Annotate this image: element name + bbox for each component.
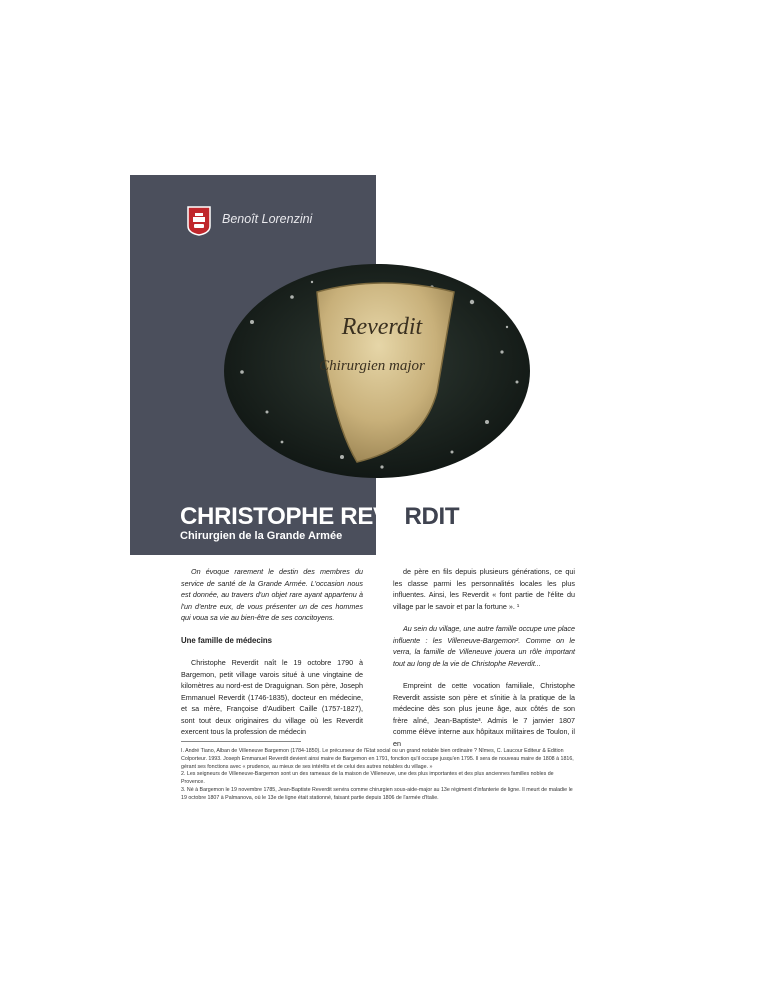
publisher-emblem-icon [186, 206, 212, 236]
engraving-rank: Chirurgien major [319, 358, 425, 374]
left-column [181, 566, 363, 749]
footnote: 2. Les seigneurs de Villeneuve-Bargemon sont un des rameaux de la maison de Villeneuve, une des plus importantes et des plus anciennes familles nobles de Provence. [181, 771, 554, 786]
section-heading: Une famille de médecins [181, 635, 272, 645]
article-title: CHRISTOPHE REVERDIT [180, 503, 460, 530]
author-name: Benoît Lorenzini [222, 212, 313, 226]
engraving-name: Reverdit [341, 314, 423, 340]
footnote: I. André Tiano, Alban de Villeneuve Bargemon (1784-1850). Le précurseur de l'Etat social ou un grand notable bien ordinaire ? Nîmes, C. Laucour Editeur & Edition Colporteur. 1993. Joseph Emmanuel Reverdit devient ainsi maire de Bargemon en 1791, fonction qu'il occupe jusqu'en 1795. Il sera de nouveau maire de 1808 à 1816, gérant ses fonctions avec « prudence, au mieux de ses intérêts et de celui des autres notables du village. » [181, 748, 574, 770]
body-paragraph: Christophe Reverdit naît le 19 octobre 1790 à Bargemon, petit village varois situé à une vingtaine de kilomètres au nord-est de Draguignan. Son père, Joseph Emmanuel Reverdit (1746-1835), docteur en médecine, et sa mère, Françoise d'Audibert Caille (1757-1827), sont tout deux originaires du village où les Reverdit exercent tous la profession de médecin [181, 658, 363, 736]
intro-paragraph: On évoque rarement le destin des membres du service de santé de la Grande Armée. L'occasion nous est donnée, au travers d'un objet rare ayant appartenu à l'un d'entre eux, de vous présenter un de ces hommes qui voua sa vie au bien-être de ses concitoyens. [181, 567, 363, 622]
footnote-separator [181, 741, 301, 742]
body-paragraph: Empreint de cette vocation familiale, Christophe Reverdit assiste son père et s'initie à la pratique de la médecine dès son plus jeune âge, aux côtés de son frère aîné, Jean-Baptiste³. Admis le 7 janvier 1807 comme élève interne aux hôpitaux militaires de Toulon, il en [393, 681, 575, 748]
right-column [393, 566, 575, 760]
footnote: 3. Né à Bargemon le 19 novembre 1785, Jean-Baptiste Reverdit servira comme chirurgien sous-aide-major au 13e régiment d'infanterie de ligne. Il meurt de maladie le 19 octobre 1807 à Palmanova, où le 13e de ligne était stationné, faisant partie depuis 1806 de l'armée d'Italie. [181, 786, 573, 801]
body-paragraph: de père en fils depuis plusieurs générations, ce qui les classe parmi les personnalités locales les plus influentes. Ainsi, les Reverdit « font partie de l'élite du village par le savoir et par la fortune ». ¹ [393, 567, 575, 611]
article-subtitle: Chirurgien de la Grande Armée [180, 530, 343, 542]
engraved-plaque-photo [222, 262, 532, 480]
footnotes [181, 748, 575, 803]
body-paragraph: Au sein du village, une autre famille occupe une place influente : les Villeneuve-Bargemon². Comme on le verra, la famille de Villeneuve jouera un rôle important tout au long de la vie de Christophe Reverdit... [393, 624, 575, 668]
